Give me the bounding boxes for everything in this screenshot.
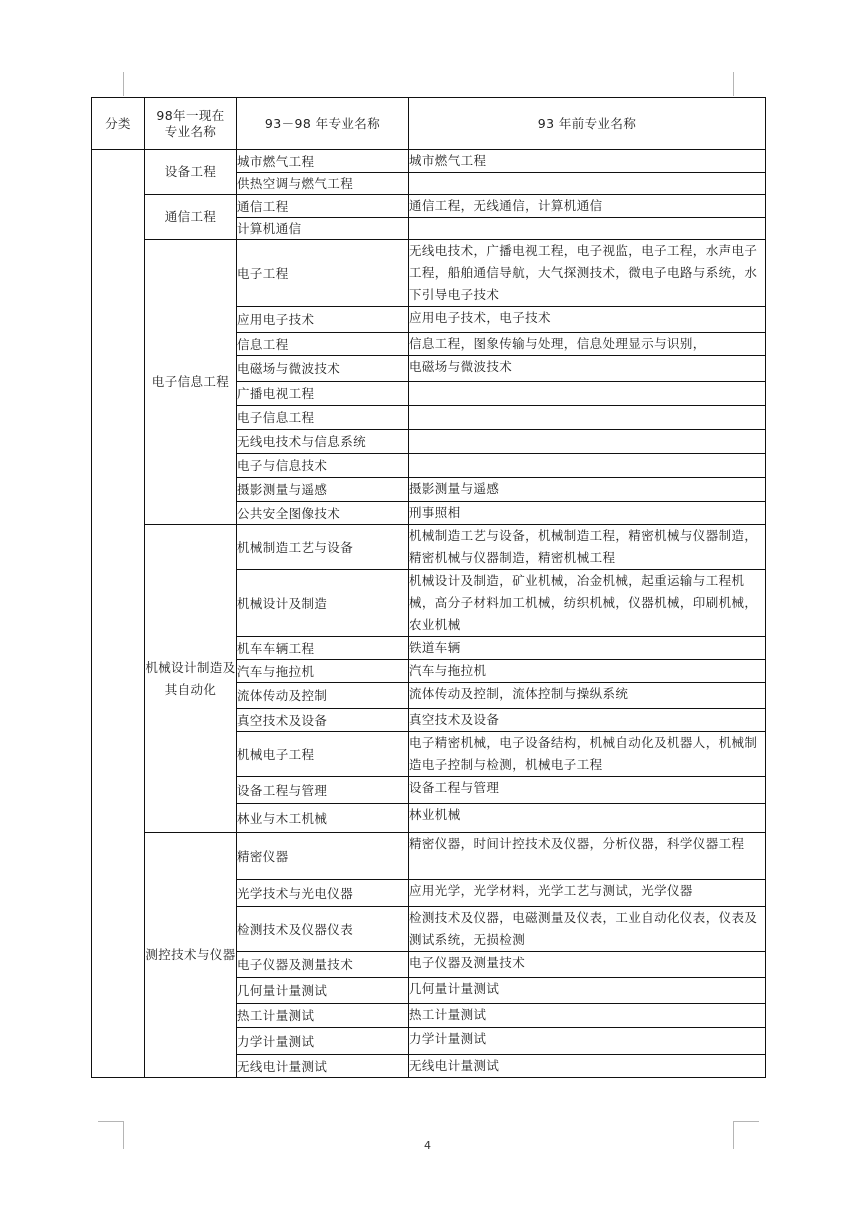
category-cell: 设备工程	[145, 150, 237, 195]
major-name-93-98: 供热空调与燃气工程	[237, 173, 409, 195]
major-name-pre-93: 电子仪器及测量技术	[409, 952, 766, 978]
major-name-93-98: 力学计量测试	[237, 1028, 409, 1055]
major-name-93-98: 通信工程	[237, 195, 409, 218]
category-cell: 机械设计制造及其自动化	[145, 525, 237, 833]
major-name-pre-93: 机械制造工艺与设备，机械制造工程，精密机械与仪器制造，精密机械与仪器制造，精密机械工程	[409, 525, 766, 570]
major-name-pre-93	[409, 406, 766, 430]
major-name-93-98: 机械电子工程	[237, 732, 409, 777]
major-name-93-98: 计算机通信	[237, 218, 409, 240]
major-name-93-98: 机械设计及制造	[237, 570, 409, 637]
major-name-pre-93: 热工计量测试	[409, 1004, 766, 1028]
major-name-93-98: 机械制造工艺与设备	[237, 525, 409, 570]
major-name-pre-93: 应用电子技术，电子技术	[409, 307, 766, 333]
table-row	[92, 195, 766, 218]
major-name-pre-93: 真空技术及设备	[409, 709, 766, 732]
major-name-93-98: 广播电视工程	[237, 382, 409, 406]
major-name-pre-93: 电磁场与微波技术	[409, 356, 766, 382]
table-header-row	[92, 98, 766, 150]
major-name-93-98: 城市燃气工程	[237, 150, 409, 173]
table-row	[92, 525, 766, 570]
major-name-93-98: 信息工程	[237, 333, 409, 356]
major-name-pre-93: 电子精密机械，电子设备结构，机械自动化及机器人，机械制造电子控制与检测，机械电子工程	[409, 732, 766, 777]
major-name-pre-93	[409, 382, 766, 406]
major-name-pre-93: 流体传动及控制，流体控制与操纵系统	[409, 683, 766, 709]
major-name-pre-93: 林业机械	[409, 804, 766, 833]
major-name-93-98: 检测技术及仪器仪表	[237, 907, 409, 952]
major-name-pre-93: 设备工程与管理	[409, 777, 766, 804]
major-name-93-98: 应用电子技术	[237, 307, 409, 333]
major-name-93-98: 电子工程	[237, 240, 409, 307]
major-name-pre-93: 应用光学，光学材料，光学工艺与测试，光学仪器	[409, 880, 766, 907]
major-name-93-98: 林业与木工机械	[237, 804, 409, 833]
major-name-pre-93: 城市燃气工程	[409, 150, 766, 173]
major-name-93-98: 汽车与拖拉机	[237, 660, 409, 683]
major-name-93-98: 流体传动及控制	[237, 683, 409, 709]
page-number: 4	[424, 1139, 431, 1152]
major-name-pre-93: 刑事照相	[409, 502, 766, 525]
major-name-93-98: 电子仪器及测量技术	[237, 952, 409, 978]
major-name-93-98: 真空技术及设备	[237, 709, 409, 732]
major-name-93-98: 热工计量测试	[237, 1004, 409, 1028]
major-name-pre-93	[409, 218, 766, 240]
major-name-pre-93: 通信工程，无线通信，计算机通信	[409, 195, 766, 218]
category-cell: 电子信息工程	[145, 240, 237, 525]
major-name-93-98: 公共安全图像技术	[237, 502, 409, 525]
major-name-pre-93: 力学计量测试	[409, 1028, 766, 1055]
major-name-pre-93: 检测技术及仪器，电磁测量及仪表，工业自动化仪表，仪表及测试系统，无损检测	[409, 907, 766, 952]
major-name-93-98: 摄影测量与遥感	[237, 478, 409, 502]
major-name-pre-93: 无线电计量测试	[409, 1055, 766, 1078]
major-name-93-98: 几何量计量测试	[237, 978, 409, 1004]
major-name-pre-93: 精密仪器，时间计控技术及仪器，分析仪器，科学仪器工程	[409, 833, 766, 880]
table-row	[92, 150, 766, 173]
major-name-pre-93: 汽车与拖拉机	[409, 660, 766, 683]
major-name-pre-93: 铁道车辆	[409, 637, 766, 660]
major-name-pre-93: 机械设计及制造，矿业机械，冶金机械，起重运输与工程机械，高分子材料加工机械，纺织机械，仪器机械，印刷机械，农业机械	[409, 570, 766, 637]
major-name-93-98: 无线电技术与信息系统	[237, 430, 409, 454]
major-name-pre-93	[409, 430, 766, 454]
header-current-name: 98年一现在专业名称	[145, 98, 237, 150]
major-name-pre-93: 无线电技术，广播电视工程，电子视监，电子工程，水声电子工程，船舶通信导航，大气探测技术，微电子电路与系统，水下引导电子技术	[409, 240, 766, 307]
major-name-93-98: 设备工程与管理	[237, 777, 409, 804]
major-name-pre-93	[409, 173, 766, 195]
crop-mark-top-right	[733, 72, 734, 96]
major-name-93-98: 无线电计量测试	[237, 1055, 409, 1078]
major-name-93-98: 光学技术与光电仪器	[237, 880, 409, 907]
category-cell: 通信工程	[145, 195, 237, 240]
classification-cell	[92, 150, 145, 1078]
header-93-98-name: 93－98 年专业名称	[237, 98, 409, 150]
header-classification: 分类	[92, 98, 145, 150]
major-name-pre-93: 信息工程，图象传输与处理，信息处理显示与识别，	[409, 333, 766, 356]
major-name-93-98: 机车车辆工程	[237, 637, 409, 660]
major-name-93-98: 电子与信息技术	[237, 454, 409, 478]
major-name-pre-93: 几何量计量测试	[409, 978, 766, 1004]
table-row	[92, 240, 766, 307]
table-row	[92, 833, 766, 880]
major-name-93-98: 电磁场与微波技术	[237, 356, 409, 382]
major-mapping-table	[91, 97, 766, 1078]
major-name-pre-93: 摄影测量与遥感	[409, 478, 766, 502]
major-name-pre-93	[409, 454, 766, 478]
major-name-93-98: 电子信息工程	[237, 406, 409, 430]
category-cell: 测控技术与仪器	[145, 833, 237, 1078]
crop-mark-top-left	[123, 72, 124, 96]
major-name-93-98: 精密仪器	[237, 833, 409, 880]
header-pre-93-name: 93 年前专业名称	[409, 98, 766, 150]
